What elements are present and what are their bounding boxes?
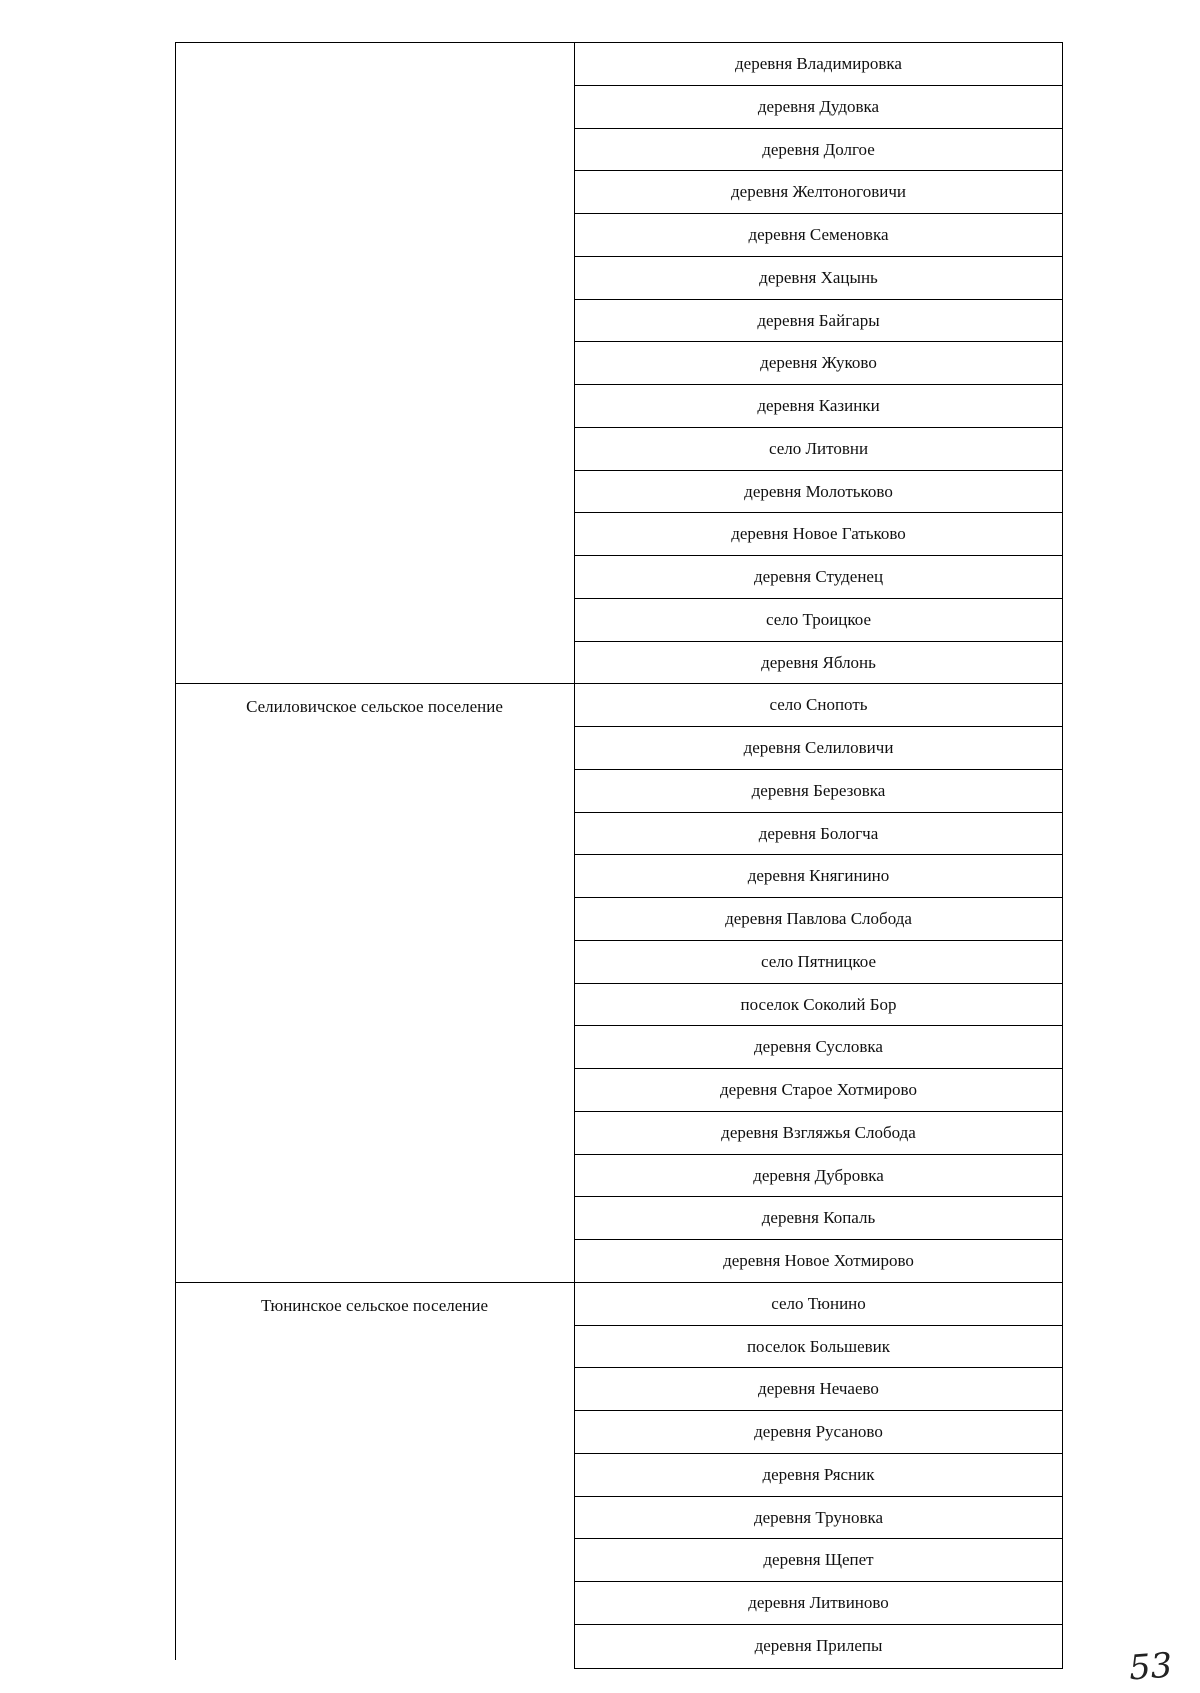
settlement-row: деревня Сусловка <box>575 1026 1062 1069</box>
settlement-row: село Тюнино <box>575 1283 1062 1326</box>
settlement-row: деревня Долгое <box>575 129 1062 172</box>
table-left-border <box>175 42 176 1660</box>
settlement-row: деревня Труновка <box>575 1497 1062 1540</box>
settlement-row: деревня Взгляжья Слобода <box>575 1112 1062 1155</box>
settlement-row: село Пятницкое <box>575 941 1062 984</box>
settlement-row: деревня Щепет <box>575 1539 1062 1582</box>
settlement-row: деревня Прилепы <box>754 1635 883 1655</box>
settlement-row: село Снопоть <box>575 684 1062 727</box>
settlement-row: деревня Дудовка <box>575 86 1062 129</box>
settlement-row: деревня Старое Хотмирово <box>575 1069 1062 1112</box>
settlement-row: деревня Литвиново <box>575 1582 1062 1625</box>
group-label-selilovichskoe: Селиловичское сельское поселение <box>246 697 503 716</box>
settlement-row: деревня Байгары <box>575 300 1062 343</box>
settlement-row: деревня Павлова Слобода <box>575 898 1062 941</box>
settlement-row: деревня Березовка <box>575 770 1062 813</box>
settlement-row: деревня Жуково <box>575 342 1062 385</box>
settlement-row: деревня Новое Гатьково <box>575 513 1062 556</box>
table-top-border-left <box>175 42 574 43</box>
settlement-row: деревня Студенец <box>575 556 1062 599</box>
settlement-row: деревня Бологча <box>575 813 1062 856</box>
page-number: 53 <box>1127 1645 1174 1689</box>
settlement-row: деревня Желтоноговичи <box>575 171 1062 214</box>
settlement-row: деревня Нечаево <box>575 1368 1062 1411</box>
settlement-row: деревня Казинки <box>575 385 1062 428</box>
settlement-row: деревня Новое Хотмирово <box>575 1240 1062 1283</box>
settlement-row: деревня Семеновка <box>575 214 1062 257</box>
settlement-row: деревня Дубровка <box>575 1155 1062 1198</box>
settlement-row: деревня Копаль <box>575 1197 1062 1240</box>
group-label-tyuninskoe: Тюнинское сельское поселение <box>260 1296 489 1315</box>
settlement-row: село Троицкое <box>575 599 1062 642</box>
settlement-row: деревня Молотьково <box>575 471 1062 514</box>
settlement-row: деревня Рясник <box>575 1454 1062 1497</box>
settlement-row: поселок Большевик <box>575 1326 1062 1369</box>
settlement-row: село Литовни <box>575 428 1062 471</box>
settlement-list <box>574 42 1063 1669</box>
settlement-row: деревня Русаново <box>575 1411 1062 1454</box>
group-separator <box>175 683 574 684</box>
group-separator <box>175 1282 574 1283</box>
settlement-row: деревня Селиловичи <box>575 727 1062 770</box>
settlement-row: поселок Соколий Бор <box>575 984 1062 1027</box>
settlement-row: деревня Княгинино <box>575 855 1062 898</box>
settlement-row: деревня Хацынь <box>575 257 1062 300</box>
settlement-row: деревня Яблонь <box>575 642 1062 685</box>
settlement-row: деревня Владимировка <box>575 43 1062 86</box>
